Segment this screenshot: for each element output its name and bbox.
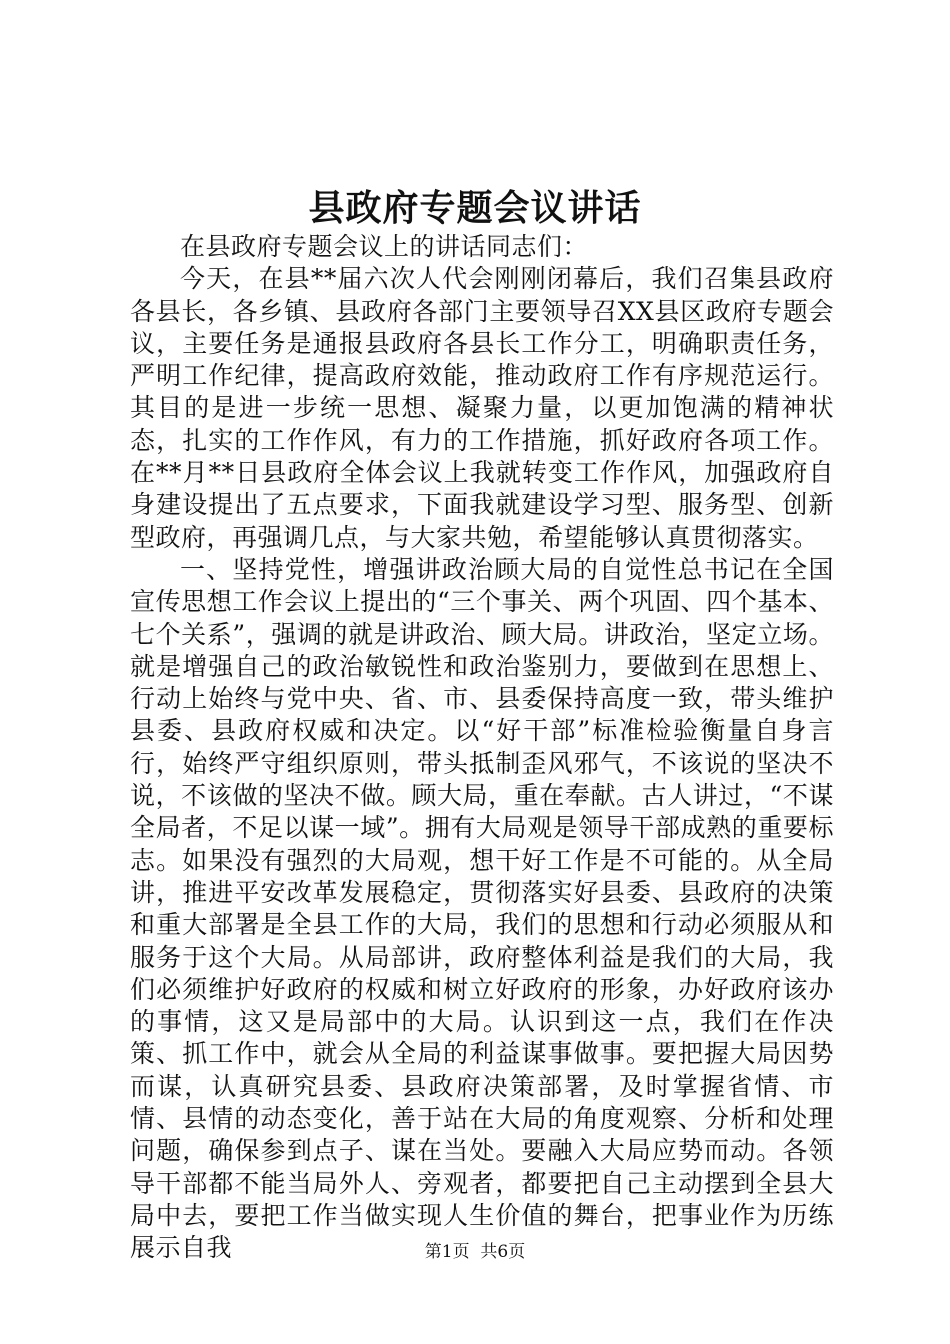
page-number-footer: 第1页 共6页 — [424, 1242, 526, 1262]
document-body — [130, 231, 834, 1265]
paragraph-section-one: 一、坚持党性，增强讲政治顾大局的自觉性总书记在全国宣传思想工作会议上提出的“三个事关、两个巩固、四个基本、七个关系”，强调的就是讲政治、顾大局。讲政治，坚定立场。就是增强自己的政治敏锐性和政治鉴别力，要做到在思想上、行动上始终与党中央、省、市、县委保持高度一致，带头维护县委、县政府权威和决定。以“好干部”标准检验衡量自身言行，始终严守组织原则，带头抵制歪风邪气，不该说的坚决不说，不该做的坚决不做。顾大局，重在奉献。古人讲过，“不谋全局者，不足以谋一域”。拥有大局观是领导干部成熟的重要标志。如果没有强烈的大局观，想干好工作是不可能的。从全局讲，推进平安改革发展稳定，贯彻落实好县委、县政府的决策和重大部署是全县工作的大局，我们的思想和行动必须服从和服务于这个大局。从局部讲，政府整体利益是我们的大局，我们必须维护好政府的权威和树立好政府的形象，办好政府该办的事情，这又是局部中的大局。认识到这一点，我们在作决策、抓工作中，就会从全局的利益谋事做事。要把握大局因势而谋，认真研究县委、县政府决策部署，及时掌握省情、市情、县情的动态变化，善于站在大局的角度观察、分析和处理问题，确保参到点子、谋在当处。要融入大局应势而动。各领导干部都不能当局外人、旁观者，都要把自己主动摆到全县大局中去，要把工作当做实现人生价值的舞台，把事业作为历练展示自我 — [130, 554, 834, 1263]
document-title: 县政府专题会议讲话 — [308, 187, 642, 229]
paragraph-introduction: 今天，在县**届六次人代会刚刚闭幕后，我们召集县政府各县长，各乡镇、县政府各部门主要领导召XX县区政府专题会议，主要任务是通报县政府各县长工作分工，明确职责任务，严明工作纪律，提高政府效能，推动政府工作有序规范运行。其目的是进一步统一思想、凝聚力量，以更加饱满的精神状态，扎实的工作作风，有力的工作措施，抓好政府各项工作。在**月**日县政府全体会议上我就转变工作作风，加强政府自身建设提出了五点要求，下面我就建设学习型、服务型、创新型政府，再强调几点，与大家共勉，希望能够认真贯彻落实。 — [130, 264, 834, 552]
paragraph-greeting: 在县政府专题会议上的讲话同志们： — [180, 232, 589, 261]
